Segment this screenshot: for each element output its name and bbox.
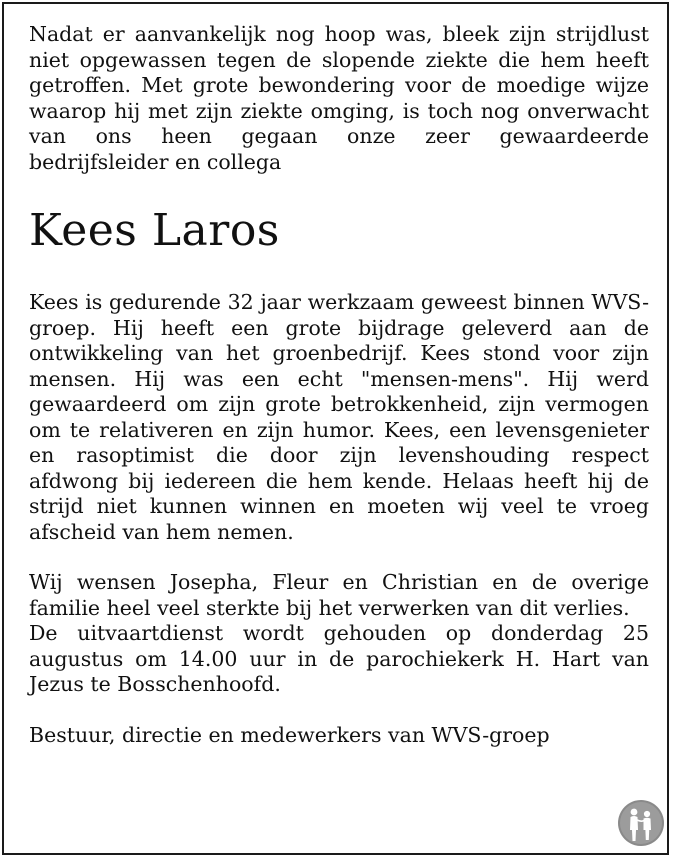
paragraph-spacer — [29, 545, 649, 570]
tribute-paragraph: Kees is gedurende 32 jaar werkzaam geweest binnen WVS-groep. Hij heeft een grote bijdrage geleverd aan de ontwikkeling van het groenbedrijf. Kees stond voor zijn mensen. Hij was een echt "mensen-mens". Hij werd gewaardeerd om zijn grote betrokkenheid, zijn vermogen om te relativeren en zijn humor. Kees, een levensgenieter en rasoptimist die door zijn levenshouding respect afdwong bij iedereen die hem kende. Helaas heeft hij de strijd niet kunnen winnen en moeten wij veel te vroeg afscheid van hem nemen. — [29, 290, 649, 544]
condolence-paragraph: Wij wensen Josepha, Fleur en Christian en de overige familie heel veel sterkte bij het verwerken van dit verlies. — [29, 570, 649, 620]
deceased-name: Kees Laros — [29, 205, 280, 256]
intro-paragraph: Nadat er aanvankelijk nog hoop was, bleek zijn strijdlust niet opgewassen tegen de slopende ziekte die hem heeft getroffen. Met grote bewondering voor de moedige wijze waarop hij met zijn ziekte omging, is toch nog onverwacht van ons heen gegaan onze zeer gewaardeerde bedrijfsleider en collega — [29, 22, 649, 174]
signature-line: Bestuur, directie en medewerkers van WVS-groep — [29, 722, 550, 747]
mourning-figures-logo-icon — [617, 799, 665, 847]
obituary-notice — [29, 22, 649, 748]
funeral-service-paragraph: De uitvaartdienst wordt gehouden op donderdag 25 augustus om 14.00 uur in de parochiekerk H. Hart van Jezus te Bosschenhoofd. — [29, 621, 649, 696]
